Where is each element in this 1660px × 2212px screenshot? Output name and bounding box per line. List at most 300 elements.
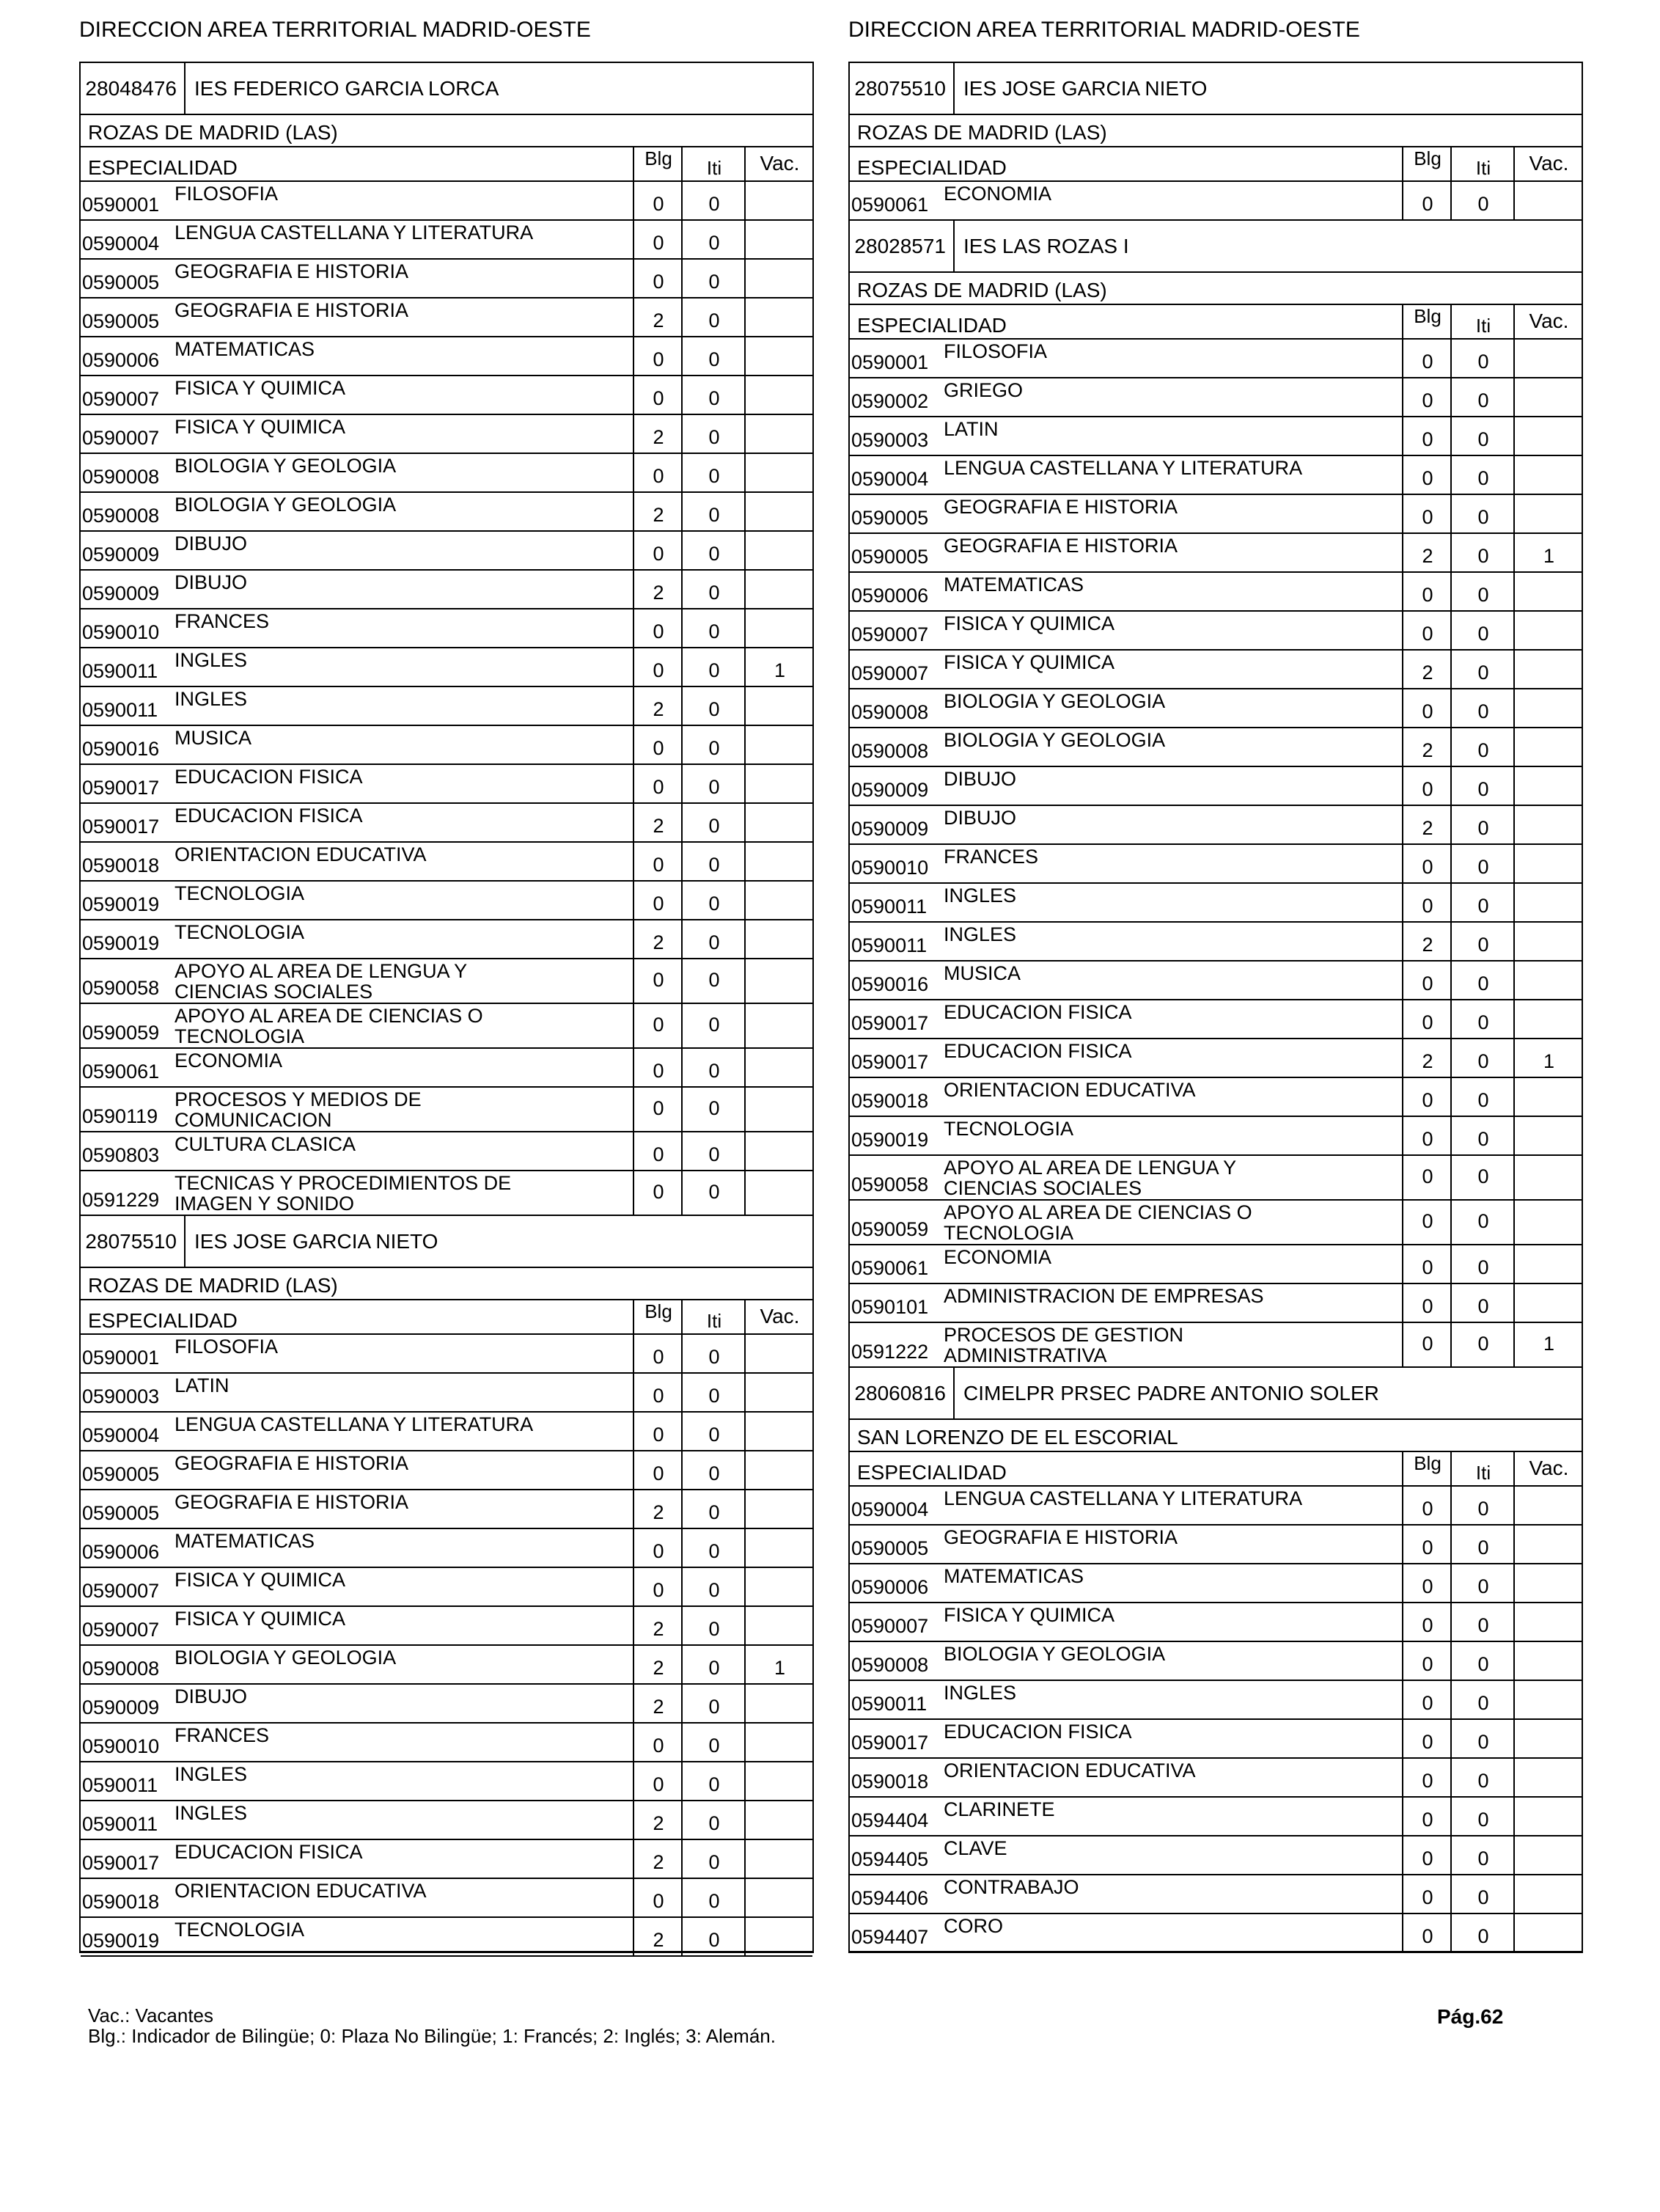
row-especialidad: DIBUJO [944,807,1017,829]
row-vac [744,1762,814,1800]
row-iti: 0 [681,1171,746,1215]
row-iti: 0 [1450,1245,1515,1283]
row-blg: 0 [1402,1759,1452,1796]
row-iti: 0 [1450,612,1515,649]
row-code: 0590005 [82,271,160,293]
col-iti: Iti [681,147,746,180]
row-blg: 0 [1402,1720,1452,1757]
row-blg: 0 [633,609,683,647]
row-especialidad: MATEMATICAS [944,574,1084,596]
row-especialidad: FISICA Y QUIMICA [175,1569,346,1591]
row-especialidad: INGLES [175,1763,248,1785]
col-blg: Blg [633,1300,683,1333]
row-especialidad: BIOLOGIA Y GEOLOGIA [944,729,1166,751]
school-town: ROZAS DE MADRID (LAS) [850,273,1582,305]
col-vac: Vac. [744,1300,814,1333]
table-row [81,1724,812,1762]
row-vac [744,532,814,569]
row-vac [744,687,814,725]
table-row [81,1490,812,1529]
row-code: 0590058 [851,1173,929,1195]
row-vac [744,920,814,958]
row-code: 0590018 [851,1770,929,1792]
row-especialidad: MATEMATICAS [944,1565,1084,1587]
row-blg: 0 [1402,1284,1452,1322]
row-especialidad: EDUCACION FISICA [944,1040,1132,1062]
row-code: 0591229 [82,1189,160,1211]
row-code: 0594405 [851,1848,929,1870]
row-especialidad: EDUCACION FISICA [175,766,363,788]
row-code: 0590019 [851,1129,929,1151]
row-blg: 2 [633,1490,683,1528]
row-vac [1513,1642,1583,1680]
row-especialidad: PROCESOS DE GESTION ADMINISTRATIVA [944,1324,1184,1366]
table-row [850,1681,1582,1720]
school-code: 28028571 [850,221,955,271]
row-code: 0590009 [82,582,160,604]
row-code: 0594406 [851,1887,929,1909]
row-iti: 0 [1450,573,1515,610]
table-row [81,1132,812,1171]
row-iti: 0 [1450,1117,1515,1154]
right-header-title: DIRECCION AREA TERRITORIAL MADRID-OESTE [848,18,1360,42]
row-vac [1513,456,1583,494]
row-vac [744,1004,814,1047]
row-iti: 0 [681,1607,746,1644]
row-blg: 0 [633,1088,683,1131]
row-blg: 0 [633,376,683,414]
row-iti: 0 [1450,962,1515,999]
row-code: 0590018 [82,854,160,876]
table-row [81,882,812,920]
school-town: ROZAS DE MADRID (LAS) [850,115,1582,147]
table-row [850,1117,1582,1156]
row-vac [744,1335,814,1372]
row-vac [744,1918,814,1955]
row-iti: 0 [681,376,746,414]
row-code: 0590019 [82,932,160,954]
row-iti: 0 [1450,884,1515,921]
table-row [81,454,812,493]
table-row [850,1914,1582,1953]
col-iti: Iti [1450,305,1515,338]
row-blg: 0 [1402,1487,1452,1524]
row-code: 0590010 [82,1735,160,1757]
row-blg: 2 [633,920,683,958]
row-code: 0590016 [82,738,160,760]
col-especialidad: ESPECIALIDAD [857,1461,1007,1484]
row-blg: 0 [633,765,683,802]
row-blg: 2 [633,493,683,530]
row-especialidad: TECNICAS Y PROCEDIMIENTOS DE IMAGEN Y SONIDO [175,1172,512,1215]
table-row [81,1568,812,1607]
right-table [848,62,1583,1953]
row-code: 0590011 [851,934,928,956]
row-code: 0590007 [82,388,160,410]
row-vac [744,337,814,375]
row-especialidad: CLAVE [944,1837,1007,1859]
col-blg: Blg [1402,147,1452,180]
row-especialidad: GEOGRAFIA E HISTORIA [944,496,1178,518]
row-vac [744,1374,814,1411]
row-iti: 0 [681,260,746,297]
row-code: 0590001 [82,1347,160,1369]
row-iti: 0 [1450,1798,1515,1835]
row-especialidad: ORIENTACION EDUCATIVA [944,1759,1196,1781]
row-blg: 0 [633,1132,683,1170]
row-especialidad: APOYO AL AREA DE CIENCIAS O TECNOLOGIA [944,1201,1252,1244]
row-code: 0590005 [851,546,929,568]
row-iti: 0 [681,1374,746,1411]
row-especialidad: GEOGRAFIA E HISTORIA [944,535,1178,557]
row-iti: 0 [681,1646,746,1683]
row-blg: 0 [1402,845,1452,882]
row-vac [744,1132,814,1170]
row-especialidad: BIOLOGIA Y GEOLOGIA [944,690,1166,712]
table-row [850,1798,1582,1836]
table-row [81,687,812,726]
row-especialidad: BIOLOGIA Y GEOLOGIA [175,494,397,516]
row-especialidad: GEOGRAFIA E HISTORIA [175,299,409,321]
row-iti: 0 [1450,495,1515,532]
row-especialidad: FILOSOFIA [175,183,279,205]
row-blg: 0 [1402,573,1452,610]
row-iti: 0 [681,1685,746,1722]
row-code: 0590017 [82,1852,160,1874]
school-header [81,63,812,115]
row-blg: 2 [633,1607,683,1644]
row-iti: 0 [681,299,746,336]
row-especialidad: APOYO AL AREA DE LENGUA Y CIENCIAS SOCIALES [944,1157,1237,1199]
row-especialidad: APOYO AL AREA DE CIENCIAS O TECNOLOGIA [175,1005,483,1047]
row-vac [744,1529,814,1567]
row-especialidad: MATEMATICAS [175,1530,315,1552]
table-row [81,1088,812,1132]
table-row [81,609,812,648]
table-row [850,1526,1582,1564]
row-blg: 0 [633,726,683,763]
school-code: 28075510 [81,1216,186,1267]
row-especialidad: TECNOLOGIA [175,882,305,904]
row-vac [1513,1078,1583,1116]
row-vac [1513,962,1583,999]
row-blg: 0 [1402,1798,1452,1835]
row-iti: 0 [681,1490,746,1528]
row-vac [1513,417,1583,455]
row-iti: 0 [1450,1000,1515,1038]
row-especialidad: TECNOLOGIA [175,921,305,943]
row-code: 0590007 [82,427,160,449]
row-blg: 0 [633,1374,683,1411]
row-vac [1513,923,1583,960]
table-row [81,337,812,376]
row-code: 0590008 [851,740,929,762]
row-blg: 0 [633,1529,683,1567]
row-vac [744,765,814,802]
row-blg: 0 [1402,1681,1452,1718]
table-row [81,920,812,959]
row-iti: 0 [1450,1759,1515,1796]
table-row [850,728,1582,767]
row-vac [744,1840,814,1878]
row-especialidad: GRIEGO [944,379,1024,401]
row-blg: 2 [633,1646,683,1683]
row-code: 0594404 [851,1809,929,1831]
row-code: 0590006 [851,585,929,607]
school-name: IES FEDERICO GARCIA LORCA [194,77,499,100]
row-especialidad: LENGUA CASTELLANA Y LITERATURA [175,1413,534,1435]
table-row [81,1413,812,1451]
row-code: 0590011 [82,1813,158,1835]
school-code: 28060816 [850,1368,955,1418]
row-iti: 0 [1450,1284,1515,1322]
table-row [850,1642,1582,1681]
row-especialidad: FISICA Y QUIMICA [175,377,346,399]
table-row [81,571,812,609]
table-row [850,1078,1582,1117]
row-vac [744,804,814,841]
row-code: 0590010 [82,621,160,643]
row-iti: 0 [681,959,746,1003]
school-header [850,63,1582,115]
table-row [850,1836,1582,1875]
row-vac [744,1451,814,1489]
row-iti: 0 [1450,378,1515,416]
row-blg: 0 [1402,340,1452,377]
row-code: 0591222 [851,1341,929,1363]
row-vac [744,1088,814,1131]
row-iti: 0 [1450,1487,1515,1524]
row-especialidad: FILOSOFIA [175,1336,279,1358]
row-vac [744,376,814,414]
school-town: ROZAS DE MADRID (LAS) [81,1268,812,1300]
row-blg: 0 [1402,1603,1452,1641]
row-especialidad: PROCESOS Y MEDIOS DE COMUNICACION [175,1088,422,1131]
row-especialidad: LENGUA CASTELLANA Y LITERATURA [944,1487,1303,1509]
row-iti: 0 [681,609,746,647]
row-blg: 0 [1402,1117,1452,1154]
row-especialidad: FRANCES [175,1724,270,1746]
row-iti: 0 [1450,1603,1515,1641]
row-blg: 0 [633,1762,683,1800]
row-iti: 0 [1450,1201,1515,1244]
row-code: 0590009 [82,543,160,565]
row-iti: 0 [1450,1078,1515,1116]
row-blg: 2 [1402,923,1452,960]
table-row [81,532,812,571]
row-code: 0590007 [82,1580,160,1602]
row-especialidad: INGLES [175,688,248,710]
row-vac: 1 [744,648,814,686]
row-code: 0590011 [82,1774,158,1796]
row-especialidad: FISICA Y QUIMICA [175,416,346,438]
row-especialidad: MUSICA [175,727,252,749]
table-row [81,1335,812,1374]
row-code: 0590010 [851,857,929,879]
row-code: 0590803 [82,1144,160,1166]
table-row [81,1840,812,1879]
table-row [81,1451,812,1490]
row-blg: 0 [633,1451,683,1489]
row-vac [1513,1284,1583,1322]
row-iti: 0 [681,1568,746,1605]
row-code: 0590008 [851,701,929,723]
row-code: 0590008 [82,1658,160,1680]
column-header-row [850,1452,1582,1487]
row-vac [1513,1526,1583,1563]
row-vac [1513,806,1583,843]
row-code: 0590018 [851,1090,929,1112]
row-especialidad: GEOGRAFIA E HISTORIA [944,1526,1178,1548]
row-especialidad: GEOGRAFIA E HISTORIA [175,1452,409,1474]
row-code: 0590005 [82,1502,160,1524]
row-blg: 0 [1402,1323,1452,1366]
table-row [850,1156,1582,1201]
col-vac: Vac. [1513,1452,1583,1485]
table-row [81,376,812,415]
row-code: 0590005 [82,310,160,332]
school-header [850,221,1582,273]
column-header-row [81,147,812,182]
row-iti: 0 [1450,1323,1515,1366]
row-iti: 0 [1450,1526,1515,1563]
row-vac [744,843,814,880]
row-especialidad: ORIENTACION EDUCATIVA [944,1079,1196,1101]
row-blg: 0 [1402,1875,1452,1913]
row-blg: 0 [1402,182,1452,219]
table-row [81,1607,812,1646]
row-code: 0590016 [851,973,929,995]
row-especialidad: ORIENTACION EDUCATIVA [175,1880,427,1902]
row-blg: 0 [633,1879,683,1916]
col-vac: Vac. [1513,147,1583,180]
row-code: 0590004 [851,468,929,490]
row-iti: 0 [681,415,746,453]
row-vac [1513,1603,1583,1641]
row-especialidad: LATIN [175,1374,229,1396]
row-especialidad: ECONOMIA [944,1246,1052,1268]
row-iti: 0 [681,182,746,219]
row-especialidad: MATEMATICAS [175,338,315,360]
row-especialidad: BIOLOGIA Y GEOLOGIA [175,1647,397,1669]
row-code: 0590017 [82,816,160,838]
school-header [850,1368,1582,1420]
row-iti: 0 [1450,689,1515,727]
row-code: 0590017 [82,777,160,799]
table-row [850,884,1582,923]
table-row [850,1487,1582,1526]
row-blg: 2 [633,1918,683,1955]
row-vac [1513,340,1583,377]
row-iti: 0 [1450,1914,1515,1952]
row-code: 0590059 [851,1218,929,1240]
row-blg: 2 [1402,1039,1452,1077]
table-row [81,1374,812,1413]
row-vac [744,260,814,297]
row-blg: 0 [1402,1526,1452,1563]
table-row [81,1529,812,1568]
column-header-row [81,1300,812,1335]
row-iti: 0 [681,1413,746,1450]
row-vac [1513,1681,1583,1718]
row-blg: 0 [633,1171,683,1215]
row-code: 0590009 [851,818,929,840]
row-iti: 0 [1450,534,1515,571]
row-vac [744,1413,814,1450]
row-blg: 0 [1402,417,1452,455]
row-code: 0590011 [851,1693,928,1715]
school-code: 28048476 [81,63,186,114]
row-code: 0590009 [851,779,929,801]
row-vac [744,182,814,219]
row-especialidad: FISICA Y QUIMICA [944,612,1115,634]
row-code: 0590001 [82,194,160,216]
row-code: 0590009 [82,1696,160,1718]
row-blg: 2 [633,1840,683,1878]
row-vac [1513,378,1583,416]
row-code: 0590059 [82,1022,160,1044]
row-vac [1513,1798,1583,1835]
row-iti: 0 [681,1724,746,1761]
row-vac [744,882,814,919]
row-vac [1513,1201,1583,1244]
row-iti: 0 [1450,728,1515,766]
row-blg: 2 [1402,728,1452,766]
row-vac [1513,1836,1583,1874]
row-iti: 0 [1450,1039,1515,1077]
col-iti: Iti [681,1300,746,1333]
row-code: 0590011 [82,699,158,721]
row-especialidad: CORO [944,1915,1003,1937]
row-especialidad: CLARINETE [944,1798,1055,1820]
row-blg: 0 [1402,1836,1452,1874]
col-iti: Iti [1450,147,1515,180]
table-row [850,1245,1582,1284]
row-blg: 0 [1402,1564,1452,1602]
row-blg: 0 [633,1568,683,1605]
row-iti: 0 [681,843,746,880]
row-vac: 1 [744,1646,814,1683]
row-iti: 0 [681,920,746,958]
row-iti: 0 [681,1004,746,1047]
table-row [850,1564,1582,1603]
table-row [850,923,1582,962]
row-code: 0590006 [82,1541,160,1563]
row-blg: 2 [633,687,683,725]
row-iti: 0 [1450,1642,1515,1680]
table-row [81,1918,812,1957]
row-code: 0590061 [851,1257,929,1279]
table-row [850,573,1582,612]
row-iti: 0 [1450,456,1515,494]
table-row [850,1759,1582,1798]
row-vac [1513,884,1583,921]
row-especialidad: LENGUA CASTELLANA Y LITERATURA [175,221,534,243]
row-vac [744,1049,814,1086]
row-especialidad: EDUCACION FISICA [944,1721,1132,1743]
row-code: 0590011 [851,896,928,918]
row-vac: 1 [1513,534,1583,571]
table-row [81,843,812,882]
row-especialidad: CULTURA CLASICA [175,1133,356,1155]
row-iti: 0 [1450,1836,1515,1874]
row-vac [1513,1914,1583,1952]
table-row [850,845,1582,884]
row-code: 0590019 [82,1930,160,1952]
school-town: SAN LORENZO DE EL ESCORIAL [850,1420,1582,1452]
row-iti: 0 [681,1451,746,1489]
row-blg: 0 [1402,1245,1452,1283]
